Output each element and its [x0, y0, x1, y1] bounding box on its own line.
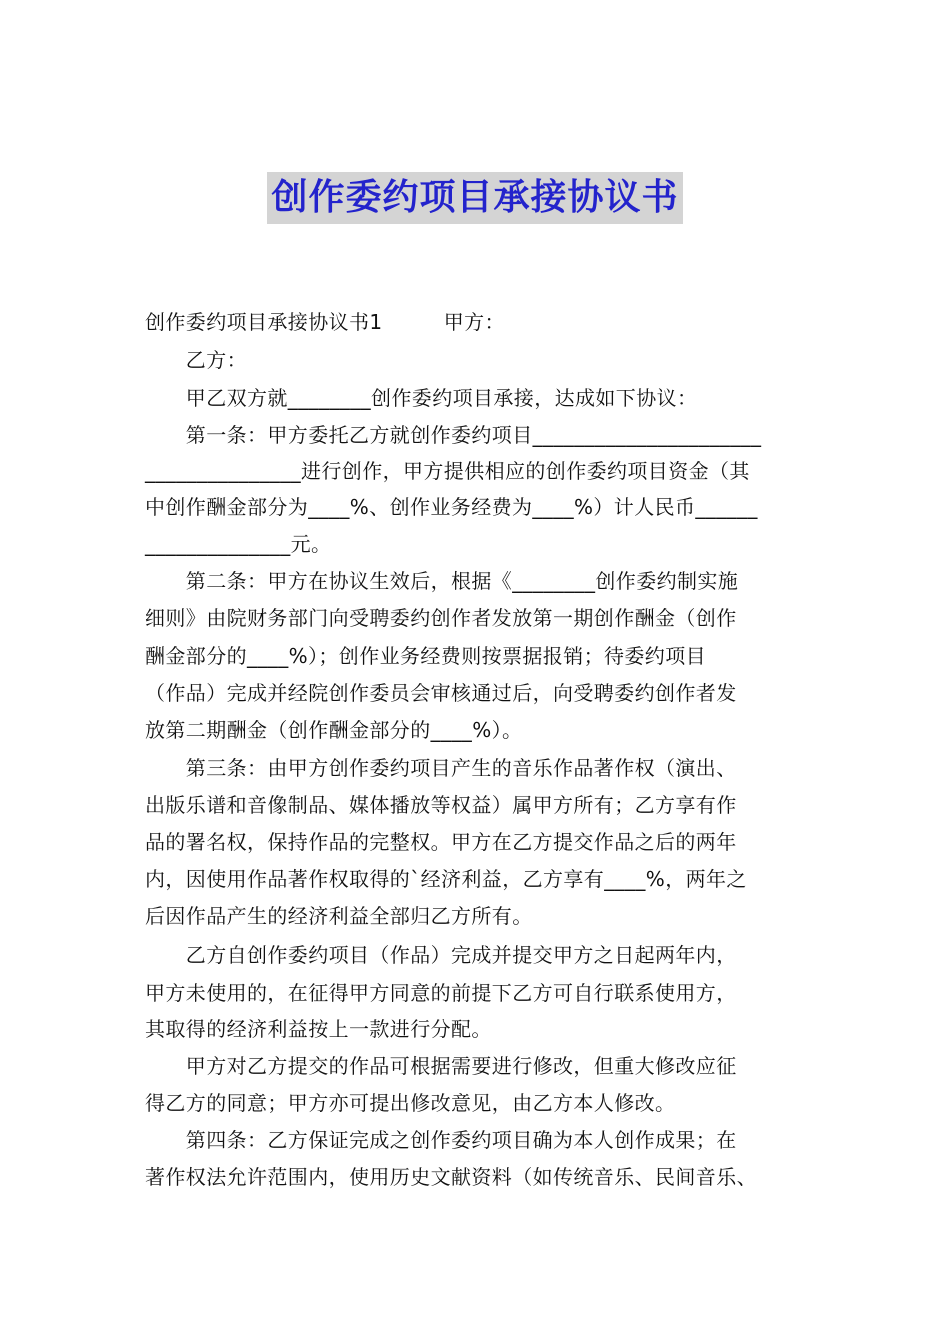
text-line: 第一条：甲方委托乙方就创作委约项目______________________ — [145, 423, 762, 447]
text-line: 著作权法允许范围内，使用历史文献资料（如传统音乐、民间音乐、 — [145, 1165, 757, 1189]
text-line: 酬金部分的____%）；创作业务经费则按票据报销；待委约项目 — [145, 644, 707, 668]
document-title-text: 创作委约项目承接协议书 — [267, 172, 682, 224]
text-line: 第二条：甲方在协议生效后，根据《________创作委约制实施 — [145, 569, 739, 593]
text-line: 后因作品产生的经济利益全部归乙方所有。 — [145, 904, 533, 928]
text-line: 品的署名权，保持作品的完整权。甲方在乙方提交作品之后的两年 — [145, 830, 737, 854]
text-line: 细则》由院财务部门向受聘委约创作者发放第一期创作酬金（创作 — [145, 606, 737, 630]
text-line: 放第二期酬金（创作酬金部分的____%）。 — [145, 718, 523, 742]
text-line: 其取得的经济利益按上一款进行分配。 — [145, 1017, 492, 1041]
text-line: 出版乐谱和音像制品、媒体播放等权益）属甲方所有；乙方享有作 — [145, 793, 737, 817]
text-line: 中创作酬金部分为____%、创作业务经费为____%）计人民币______ — [145, 495, 758, 519]
text-line: 创作委约项目承接协议书1 甲方： — [145, 310, 505, 334]
text-line: 甲乙双方就________创作委约项目承接，达成如下协议： — [145, 386, 698, 410]
text-line: 第三条：由甲方创作委约项目产生的音乐作品著作权（演出、 — [145, 756, 737, 780]
document-title — [0, 172, 950, 224]
text-line: 得乙方的同意；甲方亦可提出修改意见，由乙方本人修改。 — [145, 1091, 676, 1115]
text-line: 甲方未使用的，在征得甲方同意的前提下乙方可自行联系使用方， — [145, 981, 737, 1005]
text-line: 乙方： — [145, 348, 247, 372]
text-line: （作品）完成并经院创作委员会审核通过后，向受聘委约创作者发 — [145, 681, 737, 705]
text-line: _______________进行创作，甲方提供相应的创作委约项目资金（其 — [145, 459, 750, 483]
text-line: 第四条：乙方保证完成之创作委约项目确为本人创作成果；在 — [145, 1128, 737, 1152]
text-line: 甲方对乙方提交的作品可根据需要进行修改，但重大修改应征 — [145, 1054, 737, 1078]
text-line: 乙方自创作委约项目（作品）完成并提交甲方之日起两年内， — [145, 943, 737, 967]
text-line: 内，因使用作品著作权取得的`经济利益，乙方享有____%，两年之 — [145, 867, 747, 891]
text-line: ______________元。 — [145, 532, 332, 556]
